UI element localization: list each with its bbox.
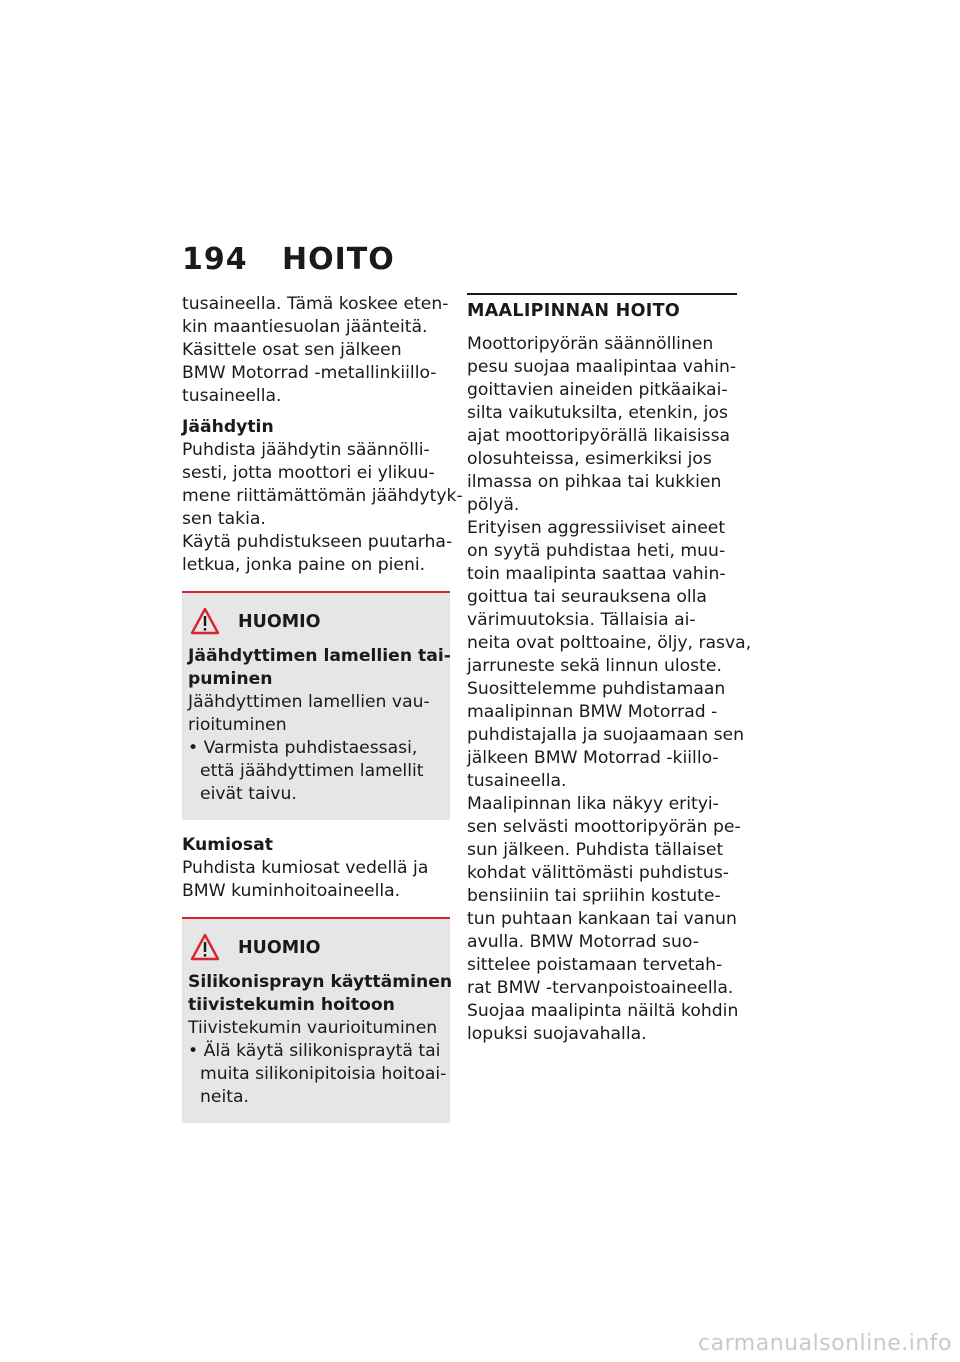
warning-triangle-icon [190,933,220,961]
text-line: muita silikonipitoisia hoitoai- [200,1064,447,1084]
rubber-heading: Kumiosat [182,835,273,855]
text-line: olosuhteissa, esimerkiksi jos [467,449,712,469]
text-line: Puhdista kumiosat vedellä ja [182,858,429,878]
text-line: goittavien aineiden pitkäaikai- [467,380,728,400]
text-line: Käytä puhdistukseen puutarha- [182,532,453,552]
text-line: jarruneste sekä linnun uloste. [467,656,722,676]
text-line: BMW kuminhoitoaineella. [182,881,401,901]
text-line: sen selvästi moottoripyörän pe- [467,817,741,837]
text-line: lopuksi suojavahalla. [467,1024,647,1044]
text-line: Moottoripyörän säännöllinen [467,334,714,354]
text-line: tusaineella. [467,771,567,791]
text-line: jälkeen BMW Motorrad -kiillo- [467,748,719,768]
text-line: mene riittämättömän jäähdytyk- [182,486,463,506]
notice-consequence [188,1017,444,1040]
text-line: tun puhtaan kankaan tai vanun [467,909,737,929]
text-line: sesti, jotta moottori ei ylikuu- [182,463,435,483]
text-line: neita. [200,1087,249,1107]
text-line: Tiivistekumin vaurioituminen [188,1018,438,1038]
text-line: neita ovat polttoaine, öljy, rasva, [467,633,752,653]
text-line: bensiiniin tai spriihin kostute- [467,886,721,906]
text-line: sen takia. [182,509,266,529]
text-line: tusaineella. [182,386,282,406]
text-line: ajat moottoripyörällä likaisissa [467,426,731,446]
text-line: puhdistajalla ja suojaamaan sen [467,725,745,745]
notice-bullet [188,1040,447,1109]
notice-title: HUOMIO [238,938,321,958]
text-line: Maalipinnan lika näkyy erityi- [467,794,719,814]
text-line: puminen [188,669,273,689]
text-line: Puhdista jäähdytin säännölli- [182,440,430,460]
notice-title: HUOMIO [238,612,321,632]
paint-care-paragraph-3 [467,793,741,1046]
text-line: ilmassa on pihkaa tai kukkien [467,472,722,492]
notice-bullet [188,737,444,806]
text-line: silta vaikutuksilta, etenkin, jos [467,403,728,423]
text-line: tusaineella. Tämä koskee eten- [182,294,449,314]
text-line: maalipinnan BMW Motorrad - [467,702,718,722]
text-line: kohdat välittömästi puhdistus- [467,863,729,883]
notice-box-silicone [182,917,453,1123]
notice-subtitle [188,645,451,691]
page-number: 194 [182,242,248,277]
text-line: kin maantiesuolan jäänteitä. [182,317,428,337]
text-line: sun jälkeen. Puhdista tällaiset [467,840,724,860]
section-title: HOITO [282,242,395,277]
paint-care-heading: MAALIPINNAN HOITO [467,293,737,323]
text-line: eivät taivu. [200,784,297,804]
text-line: BMW Motorrad -metallinkiillo- [182,363,437,383]
text-line: Suojaa maalipinta näiltä kohdin [467,1001,739,1021]
text-line: avulla. BMW Motorrad suo- [467,932,699,952]
text-line: on syytä puhdistaa heti, muu- [467,541,726,561]
text-line: tiivistekumin hoitoon [188,995,395,1015]
radiator-heading: Jäähdytin [182,417,274,437]
radiator-paragraph [182,439,463,577]
text-line: toin maalipinta saattaa vahin- [467,564,726,584]
text-line: • Varmista puhdistaessasi, [188,738,418,758]
notice-header [188,607,444,645]
text-line: värimuutoksia. Tällaisia ai- [467,610,696,630]
text-line: pölyä. [467,495,520,515]
text-line: että jäähdyttimen lamellit [200,761,424,781]
text-line: sittelee poistamaan tervetah- [467,955,723,975]
text-line: rioituminen [188,715,287,735]
text-line: rat BMW -tervanpoistoaineella. [467,978,734,998]
text-line: Erityisen aggressiiviset aineet [467,518,726,538]
watermark[interactable]: carmanualsonline.info [698,1331,952,1356]
notice-subtitle [188,971,453,1017]
text-line: pesu suojaa maalipintaa vahin- [467,357,737,377]
text-line: Jäähdyttimen lamellien tai- [188,646,451,666]
rubber-paragraph [182,857,450,903]
text-line: letkua, jonka paine on pieni. [182,555,426,575]
intro-paragraph [182,293,450,408]
notice-consequence [188,691,444,737]
text-line: Suosittelemme puhdistamaan [467,679,726,699]
text-line: • Älä käytä silikonispraytä tai [188,1041,441,1061]
text-line: Käsittele osat sen jälkeen [182,340,402,360]
notice-header [188,933,444,971]
left-column [182,293,463,1137]
text-line: goittua tai seurauksena olla [467,587,707,607]
right-column [467,293,752,1046]
text-line: Silikonisprayn käyttäminen [188,972,453,992]
notice-box-radiator [182,591,450,820]
text-line: Jäähdyttimen lamellien vau- [188,692,430,712]
paint-care-paragraph-2 [467,517,752,793]
warning-triangle-icon [190,607,220,635]
paint-care-paragraph-1 [467,333,737,517]
